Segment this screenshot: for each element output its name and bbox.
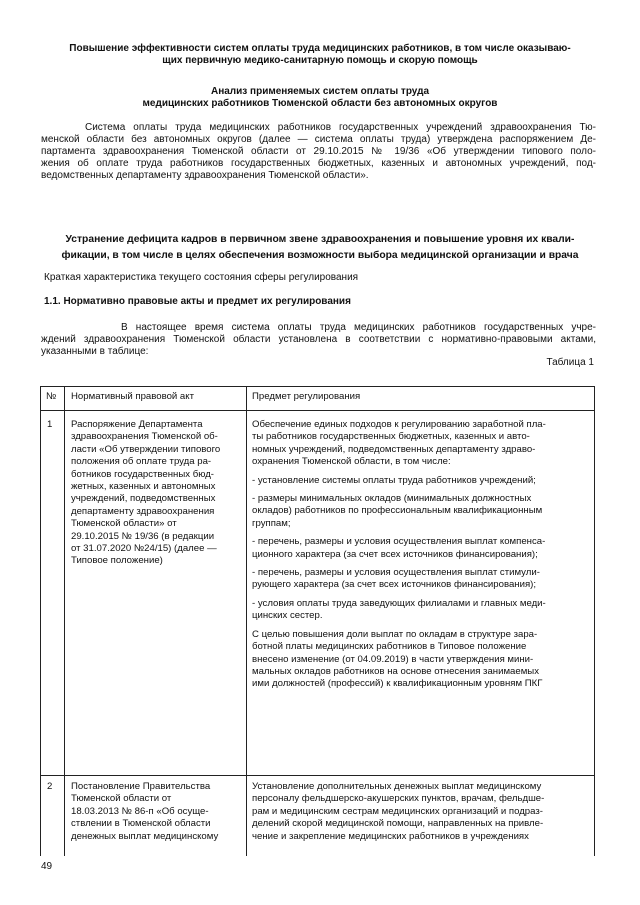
- act-2-line: Тюменской области от: [71, 793, 172, 805]
- subject-line: внесено изменение (от 04.09.2019) в части утверждения мини-: [252, 653, 534, 665]
- act-1-line: Распоряжение Департамента: [71, 419, 203, 430]
- intro-line-4: жения об оплате труда работников государственных бюджетных, казенных и автономных учреждений, под-: [41, 158, 596, 169]
- subject-line: - перечень, размеры и условия осуществления выплат компенса-: [252, 536, 546, 548]
- table-intro-line-3: указанными в таблице:: [41, 346, 149, 357]
- subject-1-paragraph: [252, 629, 590, 691]
- act-1-line: департаменту здравоохранения: [71, 505, 215, 517]
- subject-line: С целью повышения доли выплат по окладам в структуре зара-: [252, 628, 538, 640]
- subject-line: номных учреждений, подведомственных департаменту здраво-: [252, 443, 536, 455]
- act-1-line: положения об оплате труда ра-: [71, 456, 212, 468]
- subject-line: - условия оплаты труда заведующих филиалами и главных меди-: [252, 597, 546, 609]
- act-2-line: денежных выплат медицинскому: [71, 830, 219, 842]
- act-1-line: 29.10.2015 № 19/36 (в редакции: [71, 530, 215, 542]
- table-row-1-num: 1: [47, 419, 53, 430]
- act-2-line: Постановление Правительства: [71, 781, 211, 792]
- heading-1-1-text: 1.1. Нормативно правовые акты и предмет их регулирования: [44, 296, 351, 307]
- table-intro: [41, 322, 596, 358]
- subject-line: ими должностей (профессий) к квалификационным уровням ПКГ: [252, 678, 543, 690]
- brief-label: [44, 272, 358, 284]
- subject-line: - перечень, размеры и условия осуществления выплат стимули-: [252, 567, 540, 579]
- header-line-1: Повышение эффективности систем оплаты труда медицинских работников, в том числе оказываю-: [69, 43, 571, 54]
- act-1-line: Тюменской области» от: [71, 518, 177, 530]
- table-row-2-num: 2: [47, 781, 53, 792]
- section-title-line-2: медицинских работников Тюменской области без автономных округов: [142, 98, 498, 109]
- subsection-title-line-2: фикации, в том числе в целях обеспечения возможности выбора медицинской организации и врача: [61, 250, 579, 261]
- section-title-line-1: Анализ применяемых систем оплаты труда: [210, 86, 430, 97]
- act-2-line: ствлении в Тюменской области: [71, 818, 211, 830]
- subject-line: мальных окладов работников на основе отнесения занимаемых: [252, 665, 540, 677]
- regulation-table: [40, 386, 595, 856]
- table-intro-line-1: В настоящее время система оплаты труда медицинских работников государственных учре-: [121, 322, 596, 333]
- document-header: [40, 43, 600, 67]
- subsection-title-line-1: Устранение дефицита кадров в первичном звене здравоохранения и повышение уровня их квали-: [65, 234, 575, 245]
- intro-line-3: партамента здравоохранения Тюменской области от 29.10.2015 № 19/36 «Об утверждении типового поло-: [41, 146, 596, 157]
- subject-1-paragraph: [252, 567, 590, 592]
- table-row-1-subject: [252, 419, 590, 697]
- act-2-line: 18.03.2013 № 86-п «Об осуще-: [71, 805, 209, 817]
- brief-label-text: Краткая характеристика текущего состояния сферы регулирования: [44, 272, 359, 283]
- intro-line-5: ведомственных департаменту здравоохранения Тюменской области».: [41, 170, 369, 181]
- table-intro-line-2: ждений здравоохранения Тюменской области установлена в соответствии с нормативно-правовыми актами,: [41, 334, 596, 345]
- subject-line: рующего характера (за счет всех источников финансирования);: [252, 579, 536, 591]
- act-1-line: от 31.07.2020 №24/15) (далее —: [71, 543, 217, 555]
- subsection-title: [40, 232, 600, 264]
- subject-line: ционного характера (за счет всех источников финансирования);: [252, 548, 538, 560]
- intro-paragraph: [41, 122, 596, 182]
- intro-line-1: Система оплаты труда медицинских работников государственных учреждений здравоохранения Тю-: [85, 122, 596, 133]
- act-1-line: здравоохранения Тюменской об-: [71, 431, 218, 443]
- subject-line: ботной платы медицинских работников в Типовое положение: [252, 641, 527, 653]
- table-header-act: Нормативный правовой акт: [71, 391, 194, 402]
- table-header-num: №: [46, 391, 57, 402]
- page-number-text: 49: [41, 861, 53, 872]
- subject-line: делений скорой медицинской помощи, направленных на привле-: [252, 818, 544, 830]
- subject-line: Обеспечение единых подходов к регулированию заработной пла-: [252, 419, 546, 430]
- subject-line: Установление дополнительных денежных выплат медицинскому: [252, 781, 542, 792]
- subject-1-paragraph: [252, 536, 590, 561]
- act-1-line: учреждений, подведомственных: [71, 493, 216, 505]
- subject-line: окладов) работников по профессиональным квалификационным: [252, 505, 543, 517]
- table-header-subject: Предмет регулирования: [252, 391, 361, 402]
- table-border-right: [594, 386, 595, 856]
- table-row-2-act: [71, 781, 243, 843]
- subject-line: чение и закрепление медицинских работников в учреждениях: [252, 830, 529, 842]
- table-caption: [546, 357, 594, 369]
- section-title: [40, 86, 600, 110]
- subject-line: цинских сестер.: [252, 610, 323, 622]
- subject-line: - установление системы оплаты труда работников учреждений;: [252, 474, 536, 486]
- intro-line-2: менской области без автономных округов (далее — система оплаты труда) утверждена распоряжением Де-: [41, 134, 596, 145]
- heading-1-1: [44, 296, 351, 308]
- table-border-top: [40, 386, 595, 387]
- subject-line: группам;: [252, 517, 291, 529]
- table-row-1-act: [71, 419, 243, 568]
- subject-line: охранения Тюменской области, в том числе:: [252, 456, 451, 468]
- subject-1-paragraph: [252, 493, 590, 530]
- act-1-line: ботников государственных бюд-: [71, 468, 214, 480]
- subject-1-paragraph: [252, 598, 590, 623]
- subject-line: - размеры минимальных окладов (минимальных должностных: [252, 493, 532, 505]
- subject-1-paragraph: [252, 475, 590, 487]
- act-1-line: ласти «Об утверждении типового: [71, 443, 221, 455]
- act-1-line: Типовое положение): [71, 555, 163, 567]
- page-number: [41, 861, 52, 873]
- table-row-divider: [40, 775, 595, 776]
- table-border-left: [40, 386, 41, 856]
- act-1-line: жетных, казенных и автономных: [71, 481, 216, 493]
- subject-line: рам и медицинским сестрам медицинских организаций и подраз-: [252, 805, 543, 817]
- table-header-divider: [40, 410, 595, 411]
- table-caption-text: Таблица 1: [546, 357, 594, 368]
- subject-line: ты работников государственных бюджетных, казенных и авто-: [252, 431, 530, 443]
- table-col-divider-1: [64, 386, 65, 856]
- header-line-2: щих первичную медико-санитарную помощь и скорую помощь: [162, 55, 478, 66]
- subject-1-paragraph: [252, 419, 590, 469]
- table-col-divider-2: [246, 386, 247, 856]
- table-row-2-subject: [252, 781, 590, 843]
- subject-line: персоналу фельдшерско-акушерских пунктов, врачам, фельдше-: [252, 793, 545, 805]
